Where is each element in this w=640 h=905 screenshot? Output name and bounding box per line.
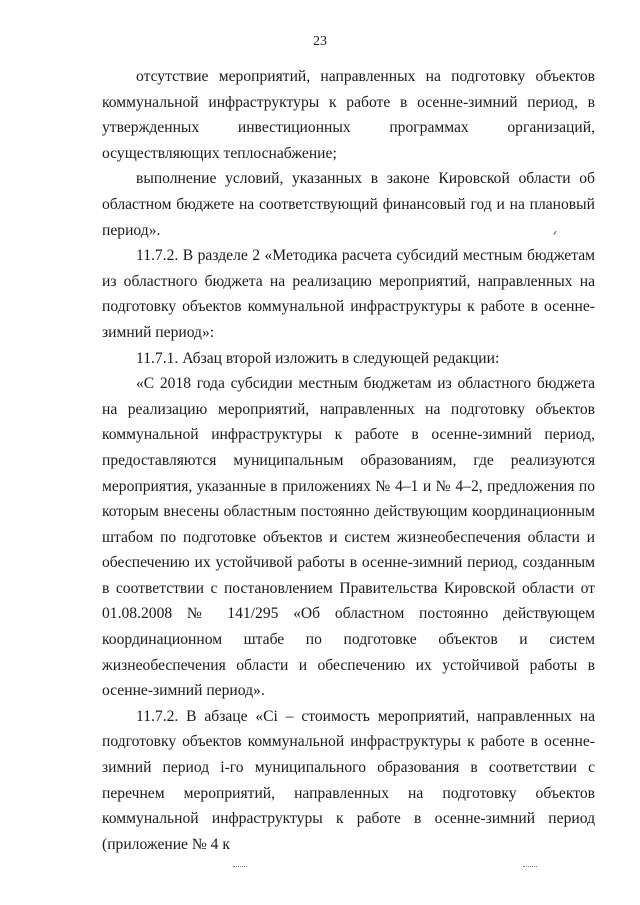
paragraph-4: 11.7.1. Абзац второй изложить в следующей редакции: [136, 349, 500, 367]
scan-artifact-left [233, 866, 247, 868]
paragraph-5: «С 2018 года субсидии местным бюджетам из областного бюджета на реализацию мероприятий, направленных на подготовку объектов коммунальной инфраструктуры к работе в осенне-зимний период, предоставляются муниципальным образованиям, где реализуются мероприятия, указанные в приложениях № 4–1 и № 4–2, предложения по которым внесены областным постоянно действующим координационным штабом по подготовке объектов и систем жизнеобеспечения области и обеспечению их устойчивой работы в осенне-зимний период, созданным в соответствии с постановлением Правительства Кировской области от 01.08.2008 № 141/295 «Об областном постоянно действующем координационном штабе по подготовке объектов и систем жизнеобеспечения области и обеспечению их устойчивой работы в осенне-зимний период». [102, 375, 595, 700]
page-number: 23 [313, 34, 327, 49]
document-body [102, 64, 595, 857]
paragraph-3: 11.7.2. В разделе 2 «Методика расчета субсидий местным бюджетам из областного бюджета на реализацию мероприятий, направленных на подготовку объектов коммунальной инфраструктуры к работе в осенне-зимний период»: [102, 247, 595, 341]
paragraph-1: отсутствие мероприятий, направленных на подготовку объектов коммунальной инфраструктуры к работе в осенне-зимний период, в утвержденных инвестиционных программах организаций, осуществляющих теплоснабжение; [102, 68, 595, 162]
scan-artifact-right [523, 866, 537, 868]
paragraph-2: выполнение условий, указанных в законе Кировской области об областном бюджете на соответствующий финансовый год и на плановый период». [102, 170, 595, 239]
paragraph-6: 11.7.2. В абзаце «Ci – стоимость мероприятий, направленных на подготовку объектов коммунальной инфраструктуры к работе в осенне-зимний период i-го муниципального образования в соответствии с перечнем мероприятий, направленных на подготовку объектов коммунальной инфраструктуры к работе в осенне-зимний период (приложение № 4 к [102, 707, 595, 853]
